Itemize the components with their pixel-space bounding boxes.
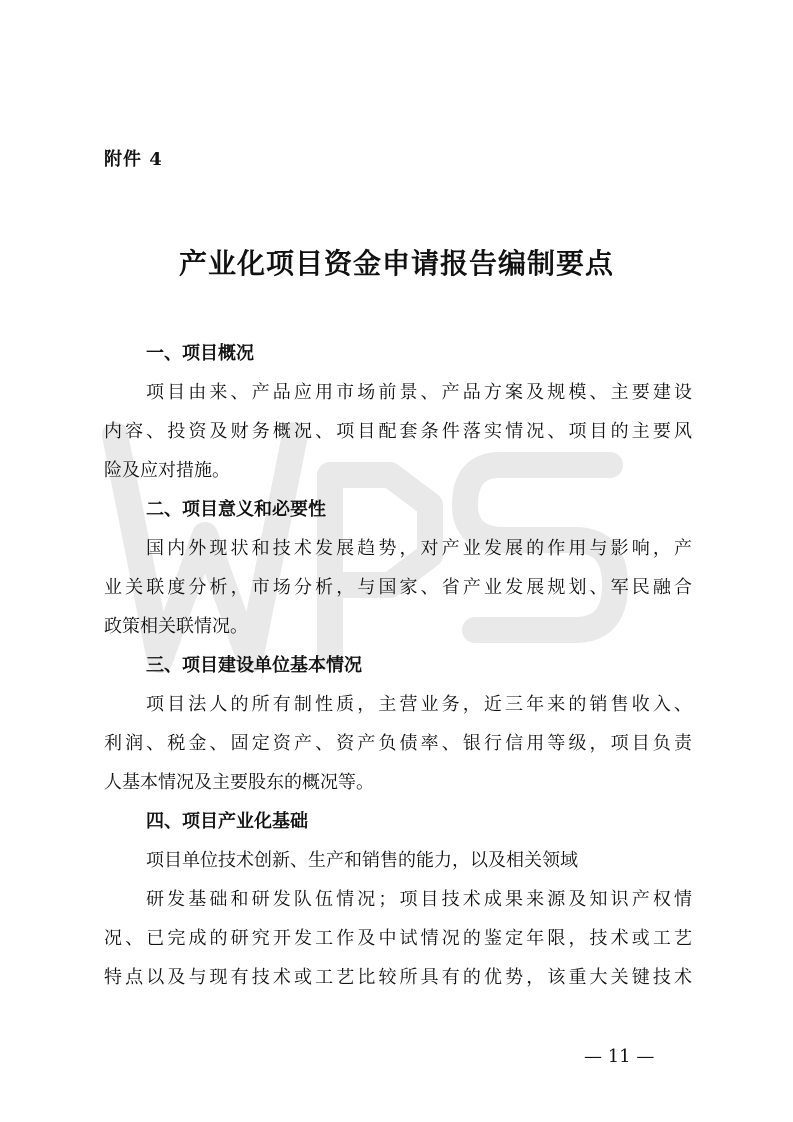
paragraph-line: 业关联度分析，市场分析，与国家、省产业发展规划、军民融合 — [104, 577, 692, 598]
paragraph-line: 利润、税金、固定资产、资产负债率、银行信用等级，项目负责 — [104, 733, 692, 754]
paragraph-line: 况、已完成的研究开发工作及中试情况的鉴定年限，技术或工艺 — [104, 928, 692, 949]
paragraph-line: 研发基础和研发队伍情况；项目技术成果来源及知识产权情 — [146, 889, 692, 910]
paragraph-line: 项目法人的所有制性质，主营业务，近三年来的销售收入、 — [146, 694, 692, 715]
document-title: 产业化项目资金申请报告编制要点 — [178, 247, 614, 280]
paragraph-line: 内容、投资及财务概况、项目配套条件落实情况、项目的主要风 — [104, 421, 692, 442]
section-paragraph — [104, 529, 692, 646]
section-paragraph — [104, 373, 692, 490]
paragraph-line: 人基本情况及主要股东的概况等。 — [104, 772, 374, 793]
document-body — [104, 334, 692, 997]
paragraph-line: 国内外现状和技术发展趋势，对产业发展的作用与影响，产 — [146, 538, 692, 559]
section-heading: 二、项目意义和必要性 — [146, 499, 326, 520]
paragraph-line: 政策相关联情况。 — [104, 616, 248, 637]
paragraph-line: 险及应对措施。 — [104, 460, 230, 481]
section-paragraph — [104, 880, 692, 997]
section-heading: 三、项目建设单位基本情况 — [146, 655, 362, 676]
attachment-label: 附件 4 — [104, 149, 163, 170]
section-paragraph — [104, 685, 692, 802]
paragraph-line: 项目单位技术创新、生产和销售的能力，以及相关领域 — [146, 850, 578, 871]
page-number: — 11 — — [584, 1046, 655, 1067]
paragraph-line: 特点以及与现有技术或工艺比较所具有的优势，该重大关键技术 — [104, 967, 692, 988]
paragraph-line: 项目由来、产品应用市场前景、产品方案及规模、主要建设 — [146, 382, 692, 403]
section-heading: 四、项目产业化基础 — [146, 811, 308, 832]
section-paragraph — [104, 841, 692, 880]
section-heading: 一、项目概况 — [146, 343, 254, 364]
